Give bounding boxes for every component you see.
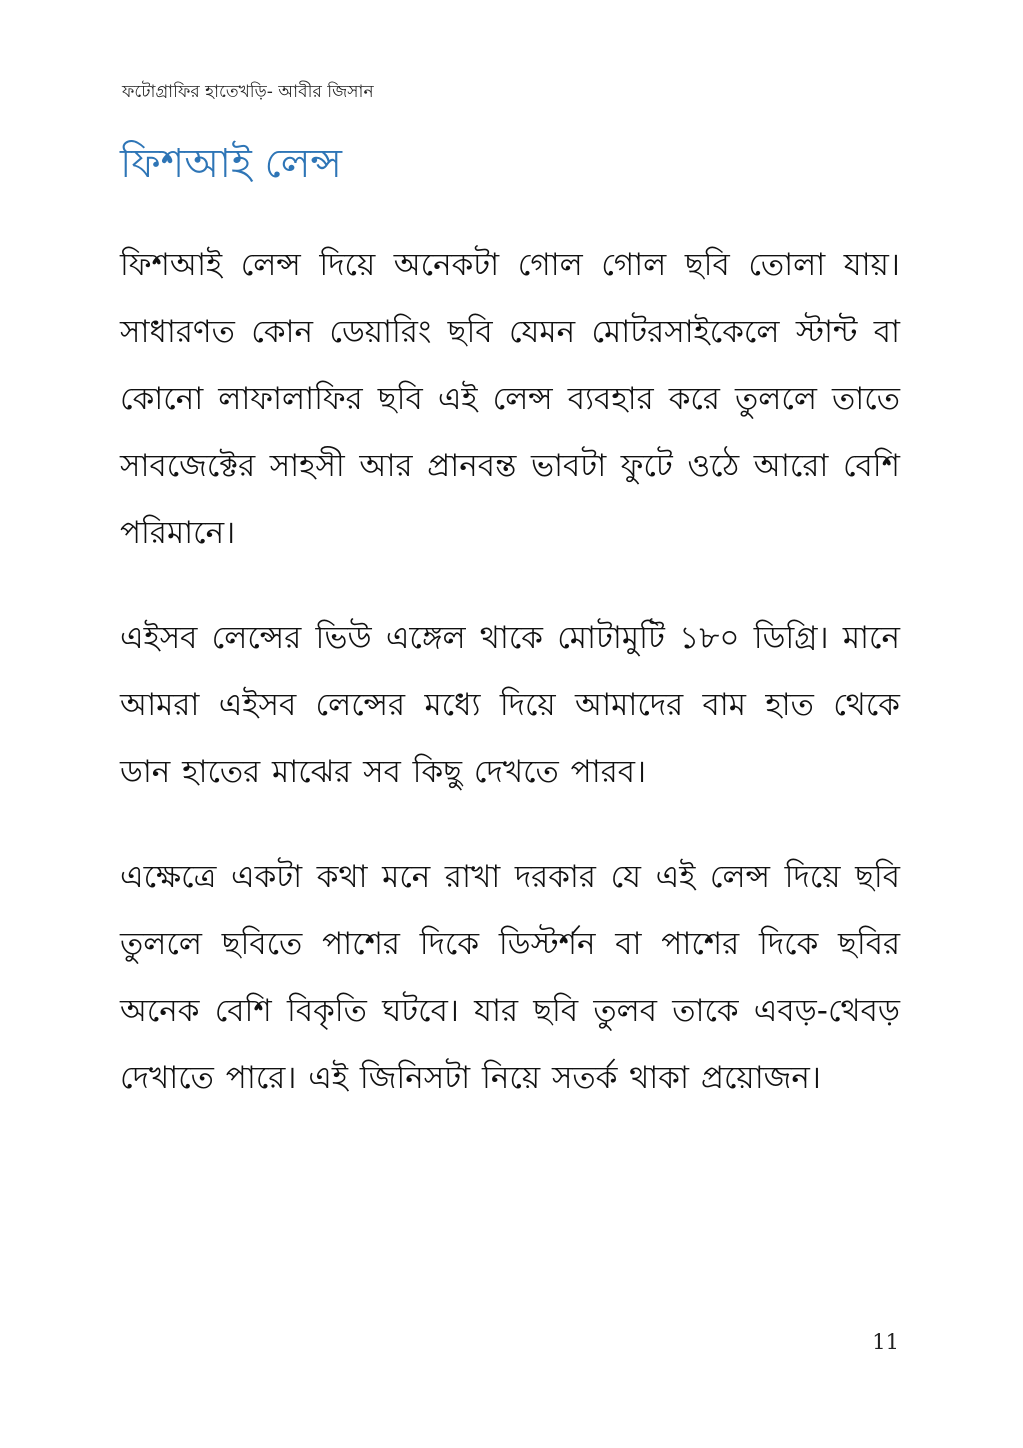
body-text	[120, 232, 900, 1150]
paragraph-2: এইসব লেন্সের ভিউ এঙ্গেল থাকে মোটামুটি ১৮০ ডিগ্রি। মানে আমরা এইসব লেন্সের মধ্যে দিয়ে আমাদের বাম হাত থেকে ডান হাতের মাঝের সব কিছু দেখতে পারব।	[120, 620, 900, 790]
paragraph-1: ফিশআই লেন্স দিয়ে অনেকটা গোল গোল ছবি তোলা যায়। সাধারণত কোন ডেয়ারিং ছবি যেমন মোটরসাইকেলে স্টান্ট বা কোনো লাফালাফির ছবি এই লেন্স ব্যবহার করে তুললে তাতে সাবজেক্টের সাহসী আর প্রানবন্ত ভাবটা ফুটে ওঠে আরো বেশি পরিমানে।	[120, 247, 900, 551]
paragraph-3: এক্ষেত্রে একটা কথা মনে রাখা দরকার যে এই লেন্স দিয়ে ছবি তুললে ছবিতে পাশের দিকে ডিস্টর্শন বা পাশের দিকে ছবির অনেক বেশি বিকৃতি ঘটবে। যার ছবি তুলব তাকে এবড়-থেবড় দেখাতে পারে। এই জিনিসটা নিয়ে সতর্ক থাকা প্রয়োজন।	[120, 859, 900, 1096]
page-number: 11	[872, 1330, 899, 1354]
chapter-title: ফিশআই লেন্স	[120, 141, 343, 187]
running-header: ফটোগ্রাফির হাতেখড়ি- আবীর জিসান	[122, 82, 374, 102]
